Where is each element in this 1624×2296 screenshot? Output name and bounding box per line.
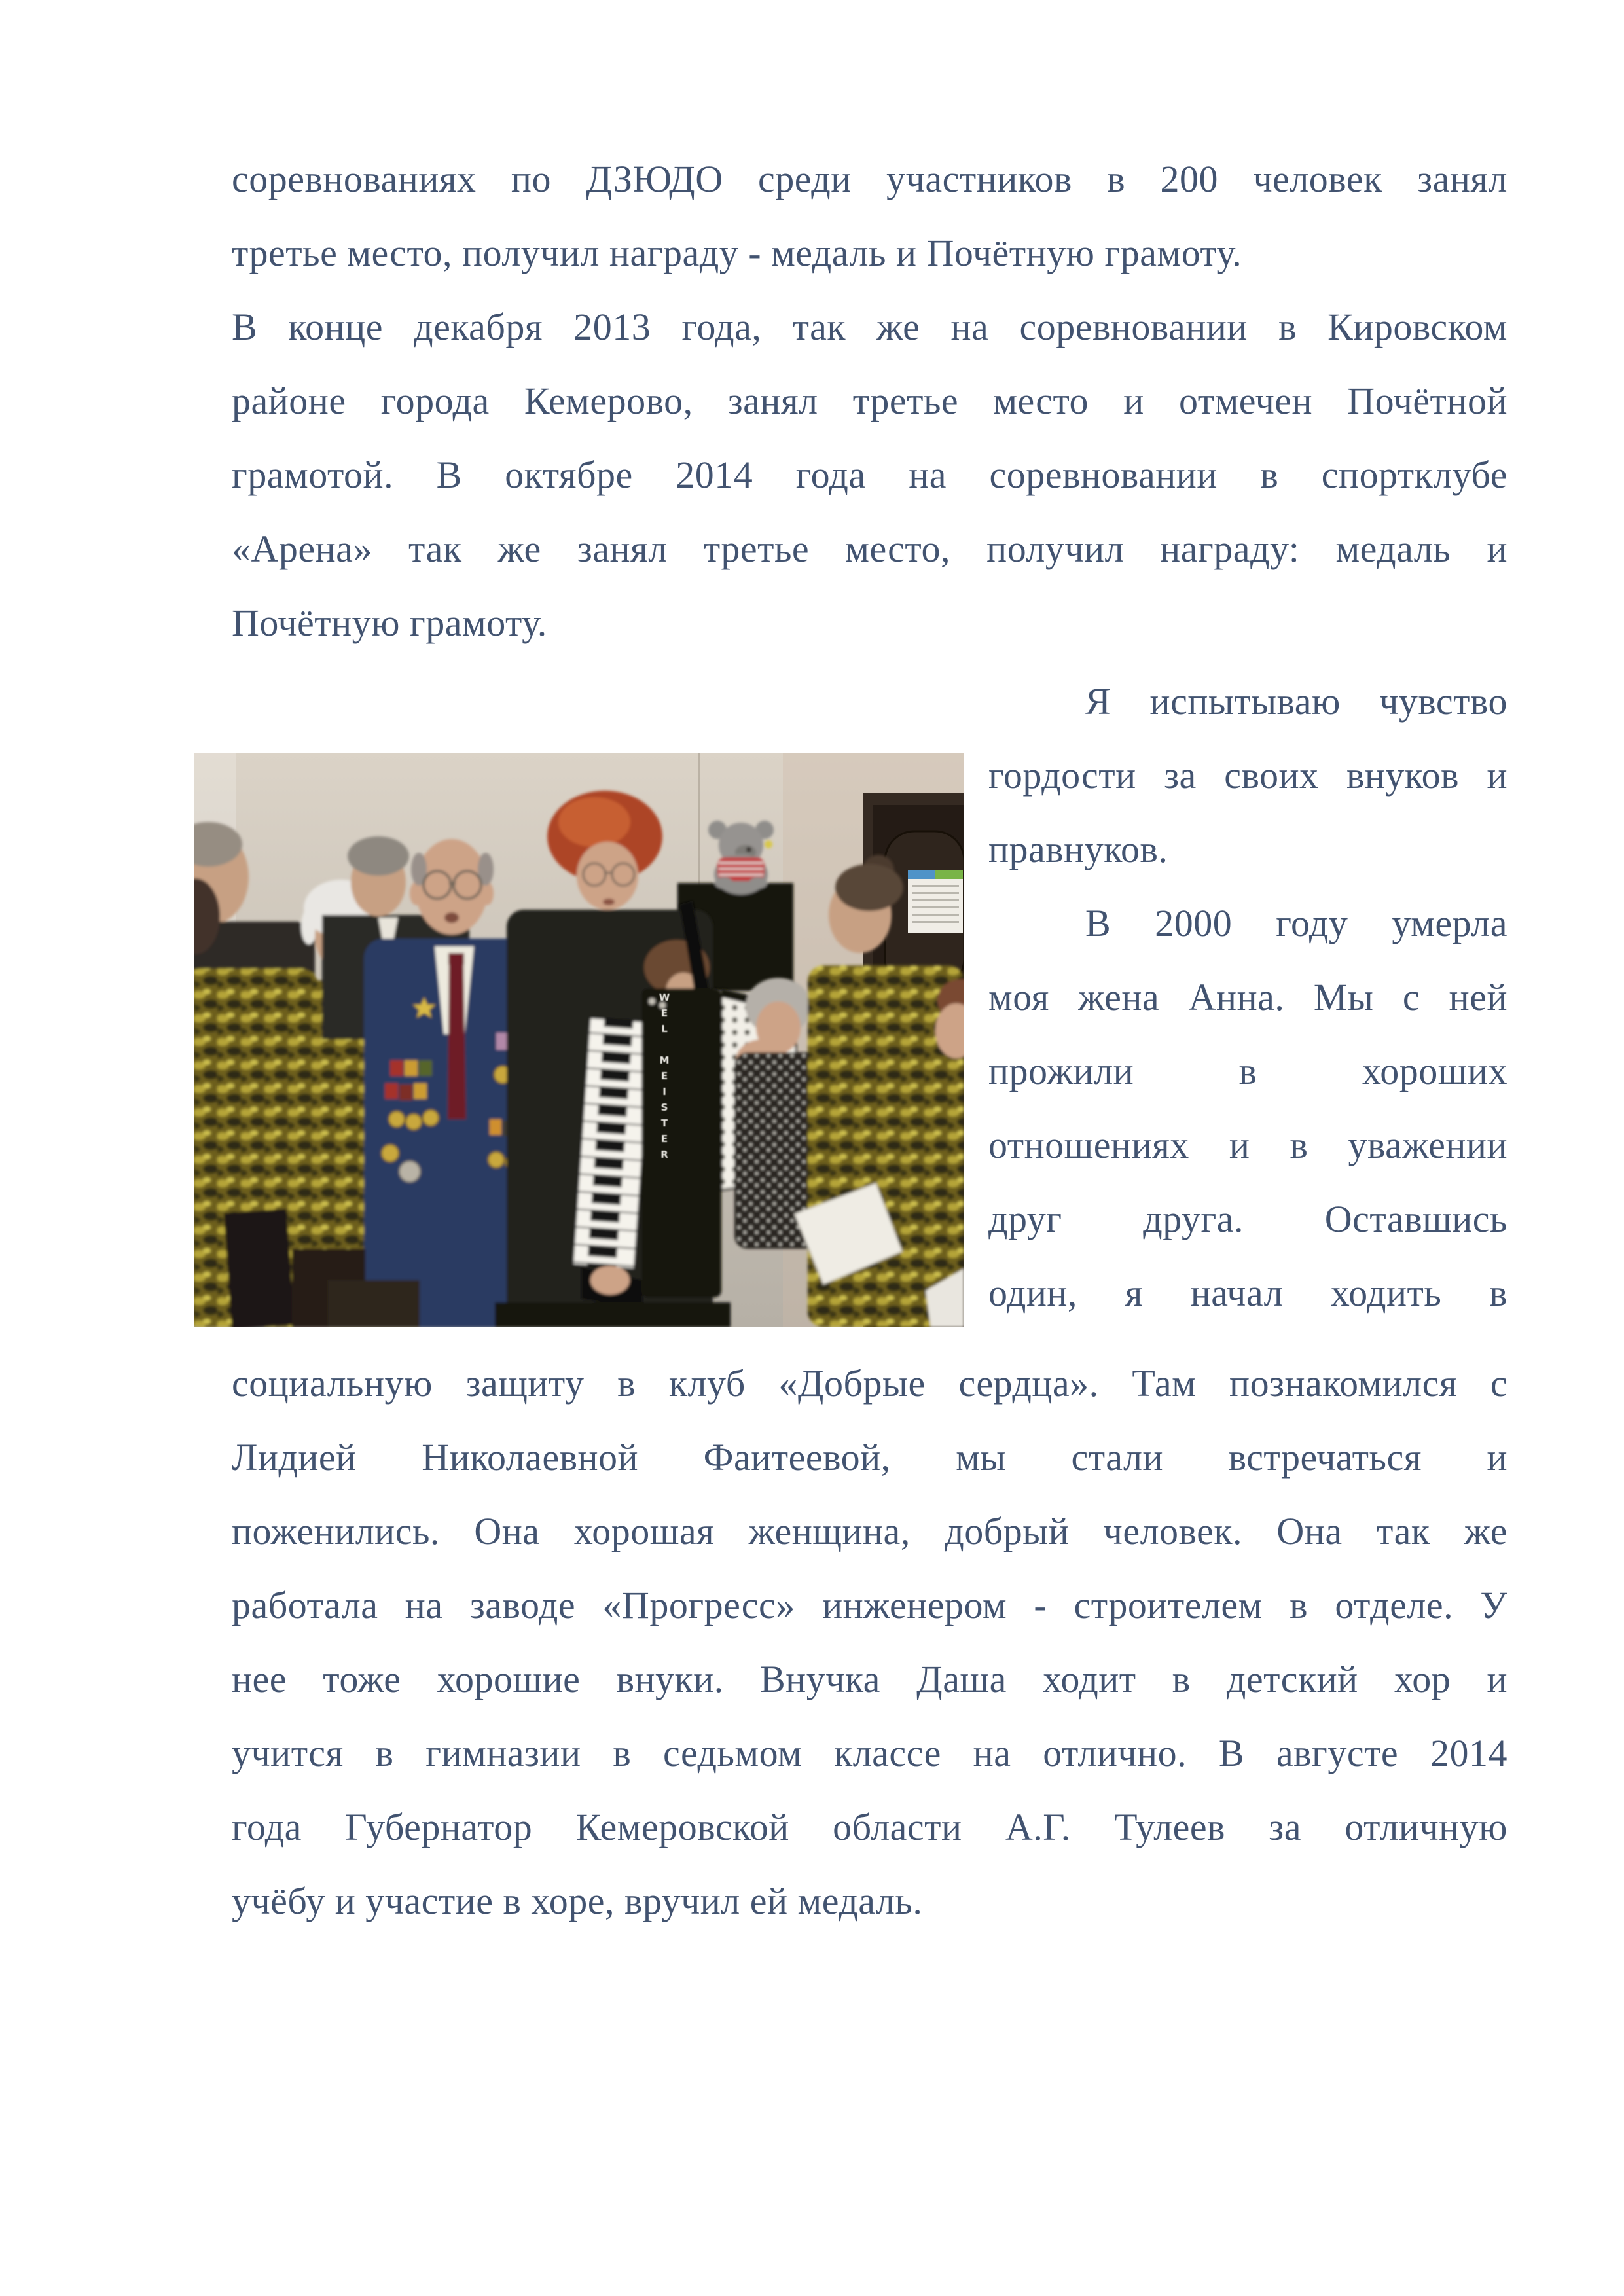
text-line: один, я начал ходить в (988, 1272, 1507, 1314)
body-text-bottom (232, 1346, 1507, 1938)
text-line: отношениях и в уважении (988, 1124, 1507, 1166)
text-line: прожили в хороших (988, 1050, 1507, 1092)
text-line: Лидией Николаевной Фаитеевой, мы стали встречаться и (232, 1436, 1507, 1479)
text-line: районе города Кемерово, занял третье место и отмечен Почётной (232, 380, 1507, 422)
text-line: Почётную грамоту. (232, 601, 547, 644)
text-line: нее тоже хорошие внуки. Внучка Даша ходит в детский хор и (232, 1658, 1507, 1700)
text-line: учится в гимназии в седьмом классе на отлично. В августе 2014 (232, 1732, 1507, 1774)
text-line: соревнованиях по ДЗЮДО среди участников в 200 человек занял (232, 158, 1507, 200)
text-line: социальную защиту в клуб «Добрые сердца». Там познакомился с (232, 1362, 1507, 1405)
photo-illustration (194, 753, 964, 1327)
text-line: В конце декабря 2013 года, так же на соревновании в Кировском (232, 306, 1507, 348)
text-line: поженились. Она хорошая женщина, добрый человек. Она так же (232, 1510, 1507, 1552)
calendar-sheet (908, 870, 963, 933)
text-line: работала на заводе «Прогресс» инженером - строителем в отделе. У (232, 1584, 1507, 1626)
photo-choir-group (194, 753, 964, 1327)
text-line: В 2000 году умерла (1085, 902, 1507, 944)
text-line: грамотой. В октябре 2014 года на соревновании в спортклубе (232, 454, 1507, 496)
text-line: года Губернатор Кемеровской области А.Г. Тулеев за отличную (232, 1806, 1507, 1848)
text-line: Я испытываю чувство (1085, 680, 1507, 723)
text-line: друг друга. Оставшись (988, 1198, 1507, 1240)
text-line: правнуков. (988, 828, 1168, 870)
text-line: «Арена» так же занял третье место, получил награду: медаль и (232, 528, 1507, 570)
accordionist-left-hand (590, 1266, 630, 1295)
body-text-right-column (988, 664, 1507, 1330)
text-line: гордости за своих внуков и (988, 754, 1507, 797)
text-line: третье место, получил награду - медаль и Почётную грамоту. (232, 232, 1242, 274)
text-line: учёбу и участие в хоре, вручил ей медаль. (232, 1880, 923, 1922)
body-text-top (232, 142, 1507, 660)
wall-corner-line (698, 753, 700, 890)
text-line: моя жена Анна. Мы с ней (988, 976, 1507, 1018)
accordion-brand-label: WEL MEISTER (659, 992, 670, 1164)
